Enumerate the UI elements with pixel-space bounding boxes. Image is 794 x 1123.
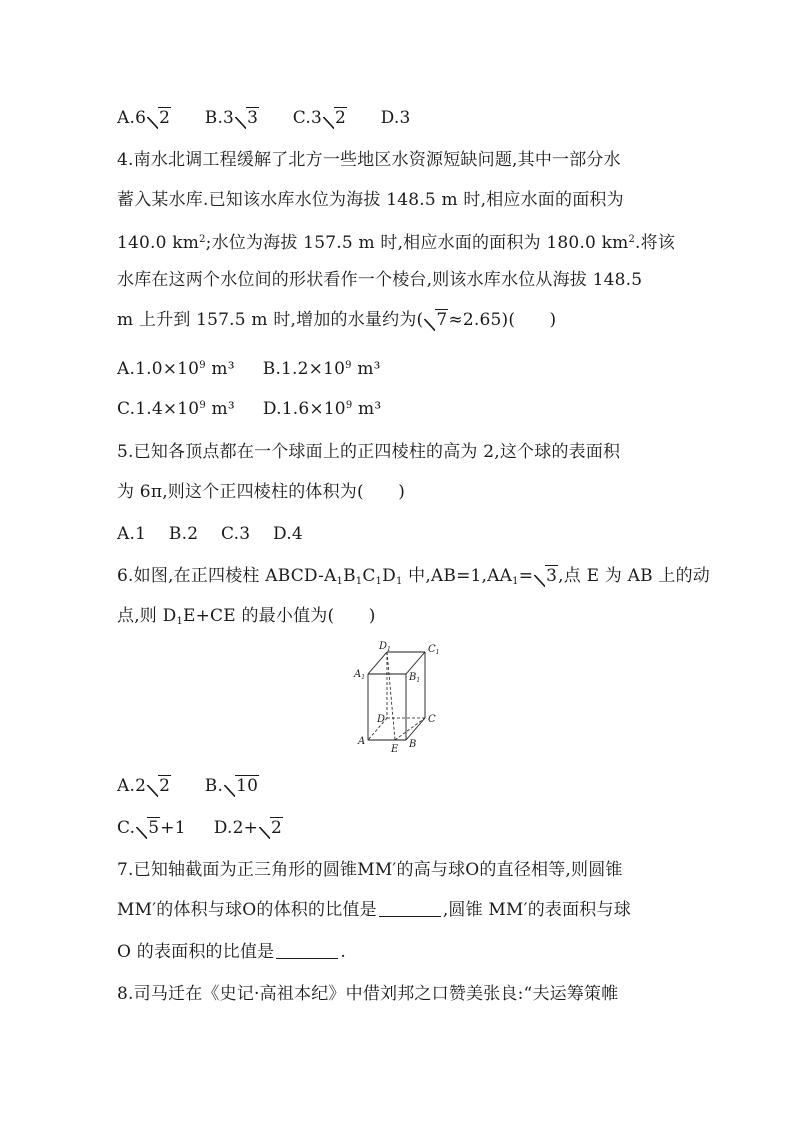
label-b1: $B_1$: [409, 672, 421, 684]
label-c1: $C_1$: [428, 644, 440, 656]
label-d1: $D_1$: [379, 641, 391, 653]
q3-options: [117, 106, 410, 130]
sqrt-sign: 2: [323, 106, 347, 130]
label-a1: $A_1$: [354, 669, 366, 681]
q6-option-d: D.2+ 2: [213, 818, 283, 838]
sqrt-sign: 2: [147, 106, 171, 130]
q4-option-c: $C.1.4\times 10^9$ m³: [117, 399, 235, 419]
q3-option-b: B.3: [204, 108, 235, 128]
q7-line-2: MM′的体积与球O的体积的比值是 ,圆锥 MM′的表面积与球: [117, 900, 631, 920]
label-b: B: [409, 739, 417, 750]
sqrt-sign: 2: [147, 774, 171, 798]
label-d: D: [377, 714, 386, 725]
q6-line-1: 6.如图,在正四棱柱 ABCD-$A_1B_1C_1D_1$ 中$,AB=1,AA_1= 3$,点 E 为 AB 上的动: [117, 566, 710, 587]
q4-line-1: 4.南水北调工程缓解了北方一些地区水资源短缺问题,其中一部分水: [117, 150, 621, 170]
answer-blank-2[interactable]: [276, 940, 338, 959]
label-e: E: [391, 744, 399, 755]
q5-options: A.1 B.2 C.3 D.4: [117, 524, 303, 544]
sqrt-sign: 3: [534, 564, 558, 588]
q5-line-1: 5.已知各顶点都在一个球面上的正四棱柱的高为 2,这个球的表面积: [117, 442, 621, 462]
q6-line-2: 点,则 $D_1E+CE$ 的最小值为( ): [117, 606, 376, 627]
q4-line-4: 水库在这两个水位间的形状看作一个棱台,则该水库水位从海拔 148.5: [117, 270, 643, 290]
q4-line-5: m 上升到 157.5 m 时,增加的水量约为( 7≈2.65)( ): [117, 310, 557, 330]
sqrt-sign: 3: [235, 106, 259, 130]
q4-options-ab: [117, 354, 381, 381]
sqrt-sign: 5: [136, 816, 160, 840]
sqrt-sign: 2: [259, 816, 283, 840]
sqrt-sign: 10: [224, 774, 259, 798]
q6-options-ab: [117, 774, 259, 798]
prism-figure: [345, 638, 445, 756]
sqrt-sign: 7: [424, 308, 448, 332]
q5-line-2: 为 6π,则这个正四棱柱的体积为( ): [117, 482, 406, 502]
q6-option-c: C. 5+1: [117, 818, 186, 838]
q7-line-1: 7.已知轴截面为正三角形的圆锥MM′的高与球O的直径相等,则圆锥: [117, 860, 623, 880]
q4-options-cd: [117, 394, 381, 421]
label-c: C: [428, 714, 436, 725]
q4-option-a: $A.1.0\times 10^9$ m³: [117, 359, 235, 379]
q6-options-cd: [117, 816, 283, 840]
label-a: A: [358, 736, 366, 747]
q4-option-d: $D.1.6\times 10^9$ m³: [262, 399, 382, 419]
q3-option-d: D.3: [380, 108, 411, 128]
q4-line-2: 蓄入某水库.已知该水库水位为海拔 148.5 m 时,相应水面的面积为: [117, 190, 624, 210]
answer-blank-1[interactable]: [379, 898, 441, 917]
q3-option-a: A.6: [117, 108, 147, 128]
q4-line-3: 140.0 $km^2$;水位为海拔 157.5 m 时,相应水面的面积为 180.0 $km^2$.将该: [117, 233, 676, 253]
q4-option-b: $B.1.2\times 10^9$ m³: [262, 359, 381, 379]
q7-line-3: O 的表面积的比值是 .: [117, 942, 346, 962]
q8-line-1: 8.司马迁在《史记·高祖本纪》中借刘邦之口赞美张良:“夫运筹策帷: [117, 984, 619, 1004]
q6-option-b: B. 10: [204, 776, 259, 796]
q3-option-c: C.3: [292, 108, 322, 128]
q6-option-a: A.2 2: [117, 776, 171, 796]
